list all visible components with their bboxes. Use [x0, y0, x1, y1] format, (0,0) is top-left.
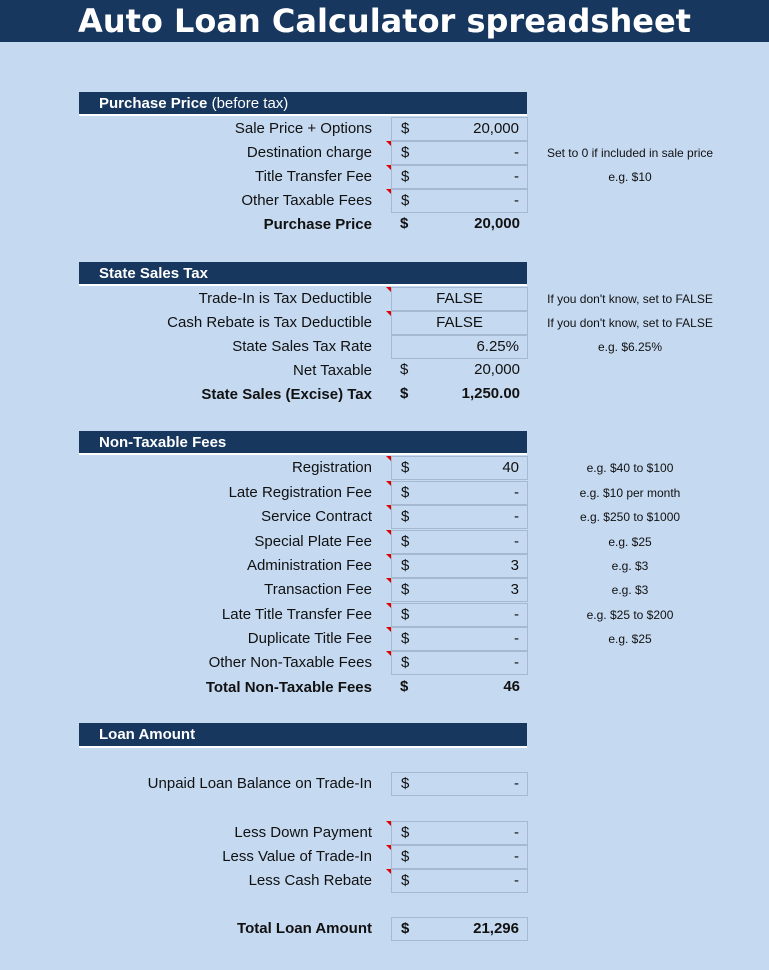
cell-value: - — [514, 508, 519, 525]
cell-value: - — [514, 144, 519, 161]
cell-value: 20,000 — [474, 215, 520, 232]
other-non-taxable-fees-input[interactable] — [391, 651, 528, 675]
row-label: Purchase Price — [263, 216, 372, 233]
cell-value: - — [514, 824, 519, 841]
section-title: Loan Amount — [99, 726, 196, 743]
row-label: Other Taxable Fees — [241, 192, 372, 209]
currency-symbol: $ — [401, 775, 410, 792]
input-row-transaction-fee — [0, 578, 769, 602]
currency-symbol: $ — [400, 678, 409, 695]
tradein-deductible-select[interactable] — [391, 287, 528, 311]
input-row-trade-in-value — [0, 845, 769, 869]
cell-value: - — [514, 168, 519, 185]
total-row-non-taxable-fees — [0, 676, 769, 700]
cell-value: - — [514, 533, 519, 550]
currency-symbol: $ — [401, 824, 410, 841]
administration-fee-input[interactable] — [391, 554, 528, 578]
hint-text: e.g. $25 to $200 — [586, 608, 674, 622]
title-transfer-fee-input[interactable] — [391, 165, 528, 189]
input-row-destination-charge — [0, 141, 769, 165]
row-label: Late Title Transfer Fee — [221, 606, 372, 623]
cell-value: - — [514, 484, 519, 501]
cell-value: - — [514, 192, 519, 209]
input-row-service-contract — [0, 505, 769, 529]
currency-symbol: $ — [401, 606, 410, 623]
late-title-transfer-fee-input[interactable] — [391, 603, 528, 627]
cell-value: - — [514, 654, 519, 671]
input-row-rebate-deductible — [0, 311, 769, 335]
row-label: Unpaid Loan Balance on Trade-In — [147, 775, 372, 792]
cell-value: - — [514, 848, 519, 865]
currency-symbol: $ — [401, 459, 410, 476]
total-row-sales-tax — [0, 383, 769, 407]
section-header-purchase-price — [79, 92, 527, 116]
cell-value: FALSE — [436, 290, 483, 307]
input-row-down-payment — [0, 821, 769, 845]
currency-symbol: $ — [401, 872, 410, 889]
row-label: Service Contract — [261, 508, 372, 525]
cell-value: 6.25% — [476, 338, 519, 355]
currency-symbol: $ — [401, 533, 410, 550]
cell-value: - — [514, 606, 519, 623]
cell-value: 20,000 — [473, 120, 519, 137]
section-header-non-taxable-fees — [79, 431, 527, 455]
input-row-special-plate-fee — [0, 530, 769, 554]
row-label: State Sales Tax Rate — [232, 338, 372, 355]
row-label: Transaction Fee — [264, 581, 372, 598]
service-contract-input[interactable] — [391, 505, 528, 529]
non-taxable-fees-total — [391, 676, 528, 700]
hint-text: e.g. $3 — [611, 583, 649, 597]
cell-value: 21,296 — [473, 920, 519, 937]
hint-text: e.g. $6.25% — [597, 340, 663, 354]
cell-value: - — [514, 872, 519, 889]
page-title: Auto Loan Calculator spreadsheet — [0, 0, 769, 42]
cell-value: 3 — [510, 581, 519, 598]
input-row-tradein-deductible — [0, 287, 769, 311]
registration-input[interactable] — [391, 456, 528, 480]
destination-charge-input[interactable] — [391, 141, 528, 165]
tax-rate-input[interactable] — [391, 335, 528, 359]
section-header-state-sales-tax — [79, 262, 527, 286]
currency-symbol: $ — [401, 484, 410, 501]
currency-symbol: $ — [401, 508, 410, 525]
input-row-unpaid-loan-balance — [0, 772, 769, 796]
currency-symbol: $ — [401, 557, 410, 574]
hint-text: If you don't know, set to FALSE — [547, 292, 713, 306]
currency-symbol: $ — [401, 168, 410, 185]
total-row-loan-amount — [0, 917, 769, 941]
currency-symbol: $ — [400, 215, 409, 232]
trade-in-value-input[interactable] — [391, 845, 528, 869]
input-row-cash-rebate — [0, 869, 769, 893]
currency-symbol: $ — [401, 654, 410, 671]
cell-value: 3 — [510, 557, 519, 574]
input-row-duplicate-title-fee — [0, 627, 769, 651]
sale-price-input[interactable] — [391, 117, 528, 141]
currency-symbol: $ — [401, 848, 410, 865]
hint-text: Set to 0 if included in sale price — [546, 146, 714, 160]
input-row-tax-rate — [0, 335, 769, 359]
purchase-price-total — [391, 213, 528, 237]
row-net-taxable — [0, 359, 769, 383]
duplicate-title-fee-input[interactable] — [391, 627, 528, 651]
currency-symbol: $ — [401, 192, 410, 209]
currency-symbol: $ — [401, 120, 410, 137]
section-title: State Sales Tax — [99, 265, 208, 282]
section-note: (before tax) — [211, 95, 289, 112]
hint-text: e.g. $10 per month — [579, 486, 681, 500]
row-label: Registration — [291, 459, 372, 476]
input-row-registration — [0, 456, 769, 480]
row-label: Trade-In is Tax Deductible — [198, 290, 372, 307]
total-row-purchase-price — [0, 213, 769, 237]
hint-text: e.g. $40 to $100 — [586, 461, 674, 475]
row-label: Title Transfer Fee — [255, 168, 372, 185]
cash-rebate-input[interactable] — [391, 869, 528, 893]
row-label: Destination charge — [246, 144, 372, 161]
row-label: Net Taxable — [293, 362, 372, 379]
section-header-loan-amount — [79, 723, 527, 748]
cell-value: - — [514, 775, 519, 792]
input-row-sale-price — [0, 117, 769, 141]
row-label: Less Value of Trade-In — [222, 848, 372, 865]
hint-text: e.g. $10 — [608, 170, 652, 184]
currency-symbol: $ — [400, 385, 409, 402]
currency-symbol: $ — [401, 144, 410, 161]
row-label: Duplicate Title Fee — [247, 630, 372, 647]
transaction-fee-input[interactable] — [391, 578, 528, 602]
input-row-other-taxable-fees — [0, 189, 769, 213]
cell-value: 1,250.00 — [461, 385, 520, 402]
loan-amount-total — [391, 917, 528, 941]
input-row-title-transfer-fee — [0, 165, 769, 189]
row-label: Administration Fee — [246, 557, 372, 574]
hint-text: e.g. $250 to $1000 — [579, 510, 681, 524]
row-label: Total Non-Taxable Fees — [205, 679, 372, 696]
row-label: Special Plate Fee — [254, 533, 372, 550]
row-label: Total Loan Amount — [237, 920, 372, 937]
row-label: State Sales (Excise) Tax — [201, 386, 372, 403]
input-row-late-title-transfer-fee — [0, 603, 769, 627]
unpaid-loan-balance-input[interactable] — [391, 772, 528, 796]
other-taxable-fees-input[interactable] — [391, 189, 528, 213]
hint-text: e.g. $25 — [608, 535, 652, 549]
input-row-late-registration-fee — [0, 481, 769, 505]
sales-tax-total — [391, 383, 528, 407]
input-row-other-non-taxable-fees — [0, 651, 769, 675]
section-title: Non-Taxable Fees — [99, 434, 227, 451]
down-payment-input[interactable] — [391, 821, 528, 845]
section-title: Purchase Price — [99, 95, 208, 112]
row-label: Sale Price + Options — [234, 120, 372, 137]
hint-text: If you don't know, set to FALSE — [547, 316, 713, 330]
cell-value: - — [514, 630, 519, 647]
row-label: Other Non-Taxable Fees — [208, 654, 372, 671]
cell-value: FALSE — [436, 314, 483, 331]
input-row-administration-fee — [0, 554, 769, 578]
rebate-deductible-select[interactable] — [391, 311, 528, 335]
row-label: Late Registration Fee — [228, 484, 372, 501]
hint-text: e.g. $3 — [611, 559, 649, 573]
currency-symbol: $ — [401, 581, 410, 598]
cell-value: 40 — [502, 459, 519, 476]
late-registration-fee-input[interactable] — [391, 481, 528, 505]
hint-text: e.g. $25 — [608, 632, 652, 646]
cell-value: 46 — [503, 678, 520, 695]
net-taxable-value — [391, 359, 528, 383]
cell-value: 20,000 — [474, 361, 520, 378]
row-label: Less Down Payment — [234, 824, 372, 841]
row-label: Less Cash Rebate — [248, 872, 372, 889]
currency-symbol: $ — [400, 361, 409, 378]
row-label: Cash Rebate is Tax Deductible — [167, 314, 372, 331]
currency-symbol: $ — [401, 920, 410, 937]
special-plate-fee-input[interactable] — [391, 530, 528, 554]
currency-symbol: $ — [401, 630, 410, 647]
